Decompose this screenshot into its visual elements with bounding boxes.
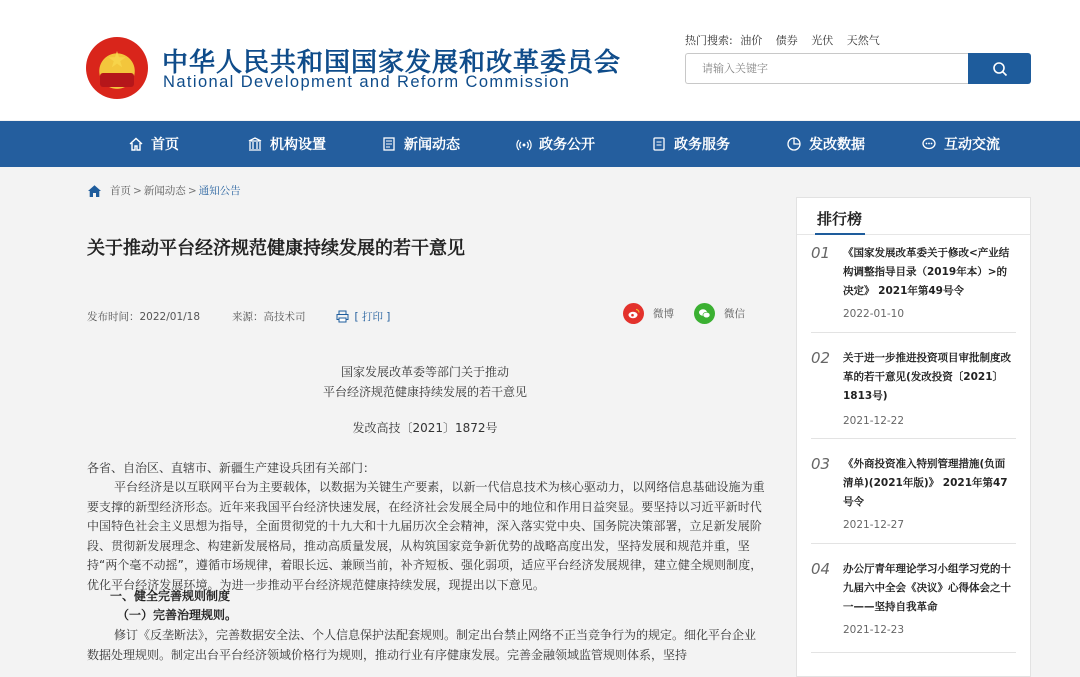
hot-search-term-photovoltaic[interactable]: 光伏 [811,34,834,47]
nav-item-government-affairs-open[interactable] [516,121,595,167]
ranking-sidebar [796,197,1031,677]
breadcrumb-news[interactable]: 新闻动态 [143,185,186,197]
document-heading-line1: 国家发展改革委等部门关于推动 [340,365,509,379]
article-title: 关于推动平台经济规范健康持续发展的若干意见 [87,238,465,259]
nav-label: 互动交流 [944,137,1000,153]
news-icon [381,136,397,152]
ranking-divider [811,438,1016,439]
article-paragraph: 平台经济是以互联网平台为主要载体，以数据为关键生产要素，以新一代信息技术为核心驱动力，以网络信息基础设施为重要支撑的新型经济形态。近年来我国平台经济快速发展，在经济社会发展全局中的地位和作用日益突显。要坚持以习近平新时代中国特色社会主义思想为指导，全面贯彻党的十九大和十九届历次全会精神，深入落实党中央、国务院决策部署，立足新发展阶段、贯彻新发展理念、构建新发展格局，推动高质量发展，从构筑国家竞争新优势的战略高度出发，坚持发展和规范并重，坚持“两个毫不动摇”，遵循市场规律，着眼长远、兼顾当前，补齐短板、强化弱项，适应平台经济发展规律，建立健全规则制度，优化平台经济发展环境。为进一步推动平台经济规范健康持续发展，现提出以下意见。 [87,480,765,592]
search-button[interactable] [968,53,1031,84]
site-name-chinese[interactable]: 中华人民共和国国家发展和改革委员会 [162,48,622,78]
search-box [685,53,969,84]
wechat-icon [694,303,715,324]
ranking-date: 2021-12-23 [843,624,905,636]
salutation: 各省、自治区、直辖市、新疆生产建设兵团有关部门： [87,461,376,475]
breadcrumb [87,183,241,198]
ranking-date: 2021-12-22 [843,415,905,427]
ranking-number: 02 [811,349,831,367]
subsection-heading: （一）完善治理规则。 [117,608,238,622]
ranking-title: 排行榜 [817,210,863,228]
ranking-number: 01 [811,244,831,262]
hot-search [685,32,890,48]
ranking-title-divider [797,234,1030,235]
share-weixin-label: 微信 [724,308,745,320]
ranking-divider [811,652,1016,653]
share-weixin-button[interactable] [694,303,745,324]
document-heading-line2: 平台经济规范健康持续发展的若干意见 [322,385,527,399]
nav-item-news[interactable] [381,121,460,167]
nav-label: 新闻动态 [404,137,460,153]
share-weibo-button[interactable] [623,303,674,324]
nav-label: 政务公开 [539,137,595,153]
ranking-link[interactable]: 办公厅青年理论学习小组学习党的十九届六中全会《决议》心得体会之十一——坚持自我革命 [843,563,1011,613]
service-icon [651,136,667,152]
ranking-link[interactable]: 《外商投资准入特别管理措施(负面清单)(2021年版)》 2021年第47号令 [843,458,1008,508]
breadcrumb-separator: > [133,184,142,197]
site-name-english[interactable]: National Development and Reform Commission [163,73,571,91]
nav-label: 首页 [151,137,179,153]
ranking-number: 03 [811,455,831,473]
nav-item-government-services[interactable] [651,121,730,167]
share-weibo-label: 微博 [653,308,674,320]
national-emblem-logo[interactable] [86,37,148,99]
main-nav [0,121,1080,167]
nav-item-home[interactable] [128,121,179,167]
article-meta [87,309,390,324]
breadcrumb-notices[interactable]: 通知公告 [198,185,241,197]
ranking-link[interactable]: 《国家发展改革委关于修改<产业结构调整指导目录（2019年本）>的决定》 2021年第49号令 [843,247,1010,297]
nav-label: 发改数据 [809,137,865,153]
ranking-divider [811,543,1016,544]
nav-label: 政务服务 [674,137,730,153]
ranking-date: 2022-01-10 [843,308,905,320]
nav-item-interaction[interactable] [921,121,1000,167]
site-header [0,0,1080,120]
ranking-link[interactable]: 关于进一步推进投资项目审批制度改革的若干意见(发改投资〔2021〕1813号) [843,352,1011,402]
chat-icon [921,136,937,152]
broadcast-icon [516,136,532,152]
nav-label: 机构设置 [270,137,326,153]
hot-search-label: 热门搜索: [685,34,733,47]
data-pie-icon [786,136,802,152]
article-paragraph: 修订《反垄断法》，完善数据安全法、个人信息保护法配套规则。制定出台禁止网络不正当竞争行为的规定。细化平台企业数据处理规则。制定出台平台经济领域价格行为规则，推动行业有序健康发展。完善金融领域监管规则体系，坚持 [87,628,757,662]
print-button[interactable] [336,309,391,324]
weibo-icon [623,303,644,324]
article-source: 来源：高技术司 [232,311,306,323]
home-icon[interactable] [87,184,102,198]
hot-search-term-oil-price[interactable]: 油价 [740,34,763,47]
hot-search-term-bonds[interactable]: 债券 [775,34,798,47]
hot-search-term-natural-gas[interactable]: 天然气 [846,34,880,47]
publish-time: 发布时间：2022/01/18 [87,311,201,323]
breadcrumb-separator: > [187,184,197,197]
ranking-number: 04 [811,560,831,578]
building-icon [247,136,263,152]
breadcrumb-home[interactable]: 首页 [110,185,131,197]
section-heading: 一、健全完善规则制度 [110,589,231,603]
nav-item-data[interactable] [786,121,865,167]
ranking-date: 2021-12-27 [843,519,905,531]
search-icon [992,61,1008,77]
home-icon [128,136,144,152]
print-icon [336,310,349,323]
nav-item-organization[interactable] [247,121,326,167]
search-input[interactable] [686,54,969,83]
ranking-divider [811,332,1016,333]
document-number: 发改高技〔2021〕1872号 [352,421,498,435]
print-label: [ 打印 ] [354,311,391,323]
